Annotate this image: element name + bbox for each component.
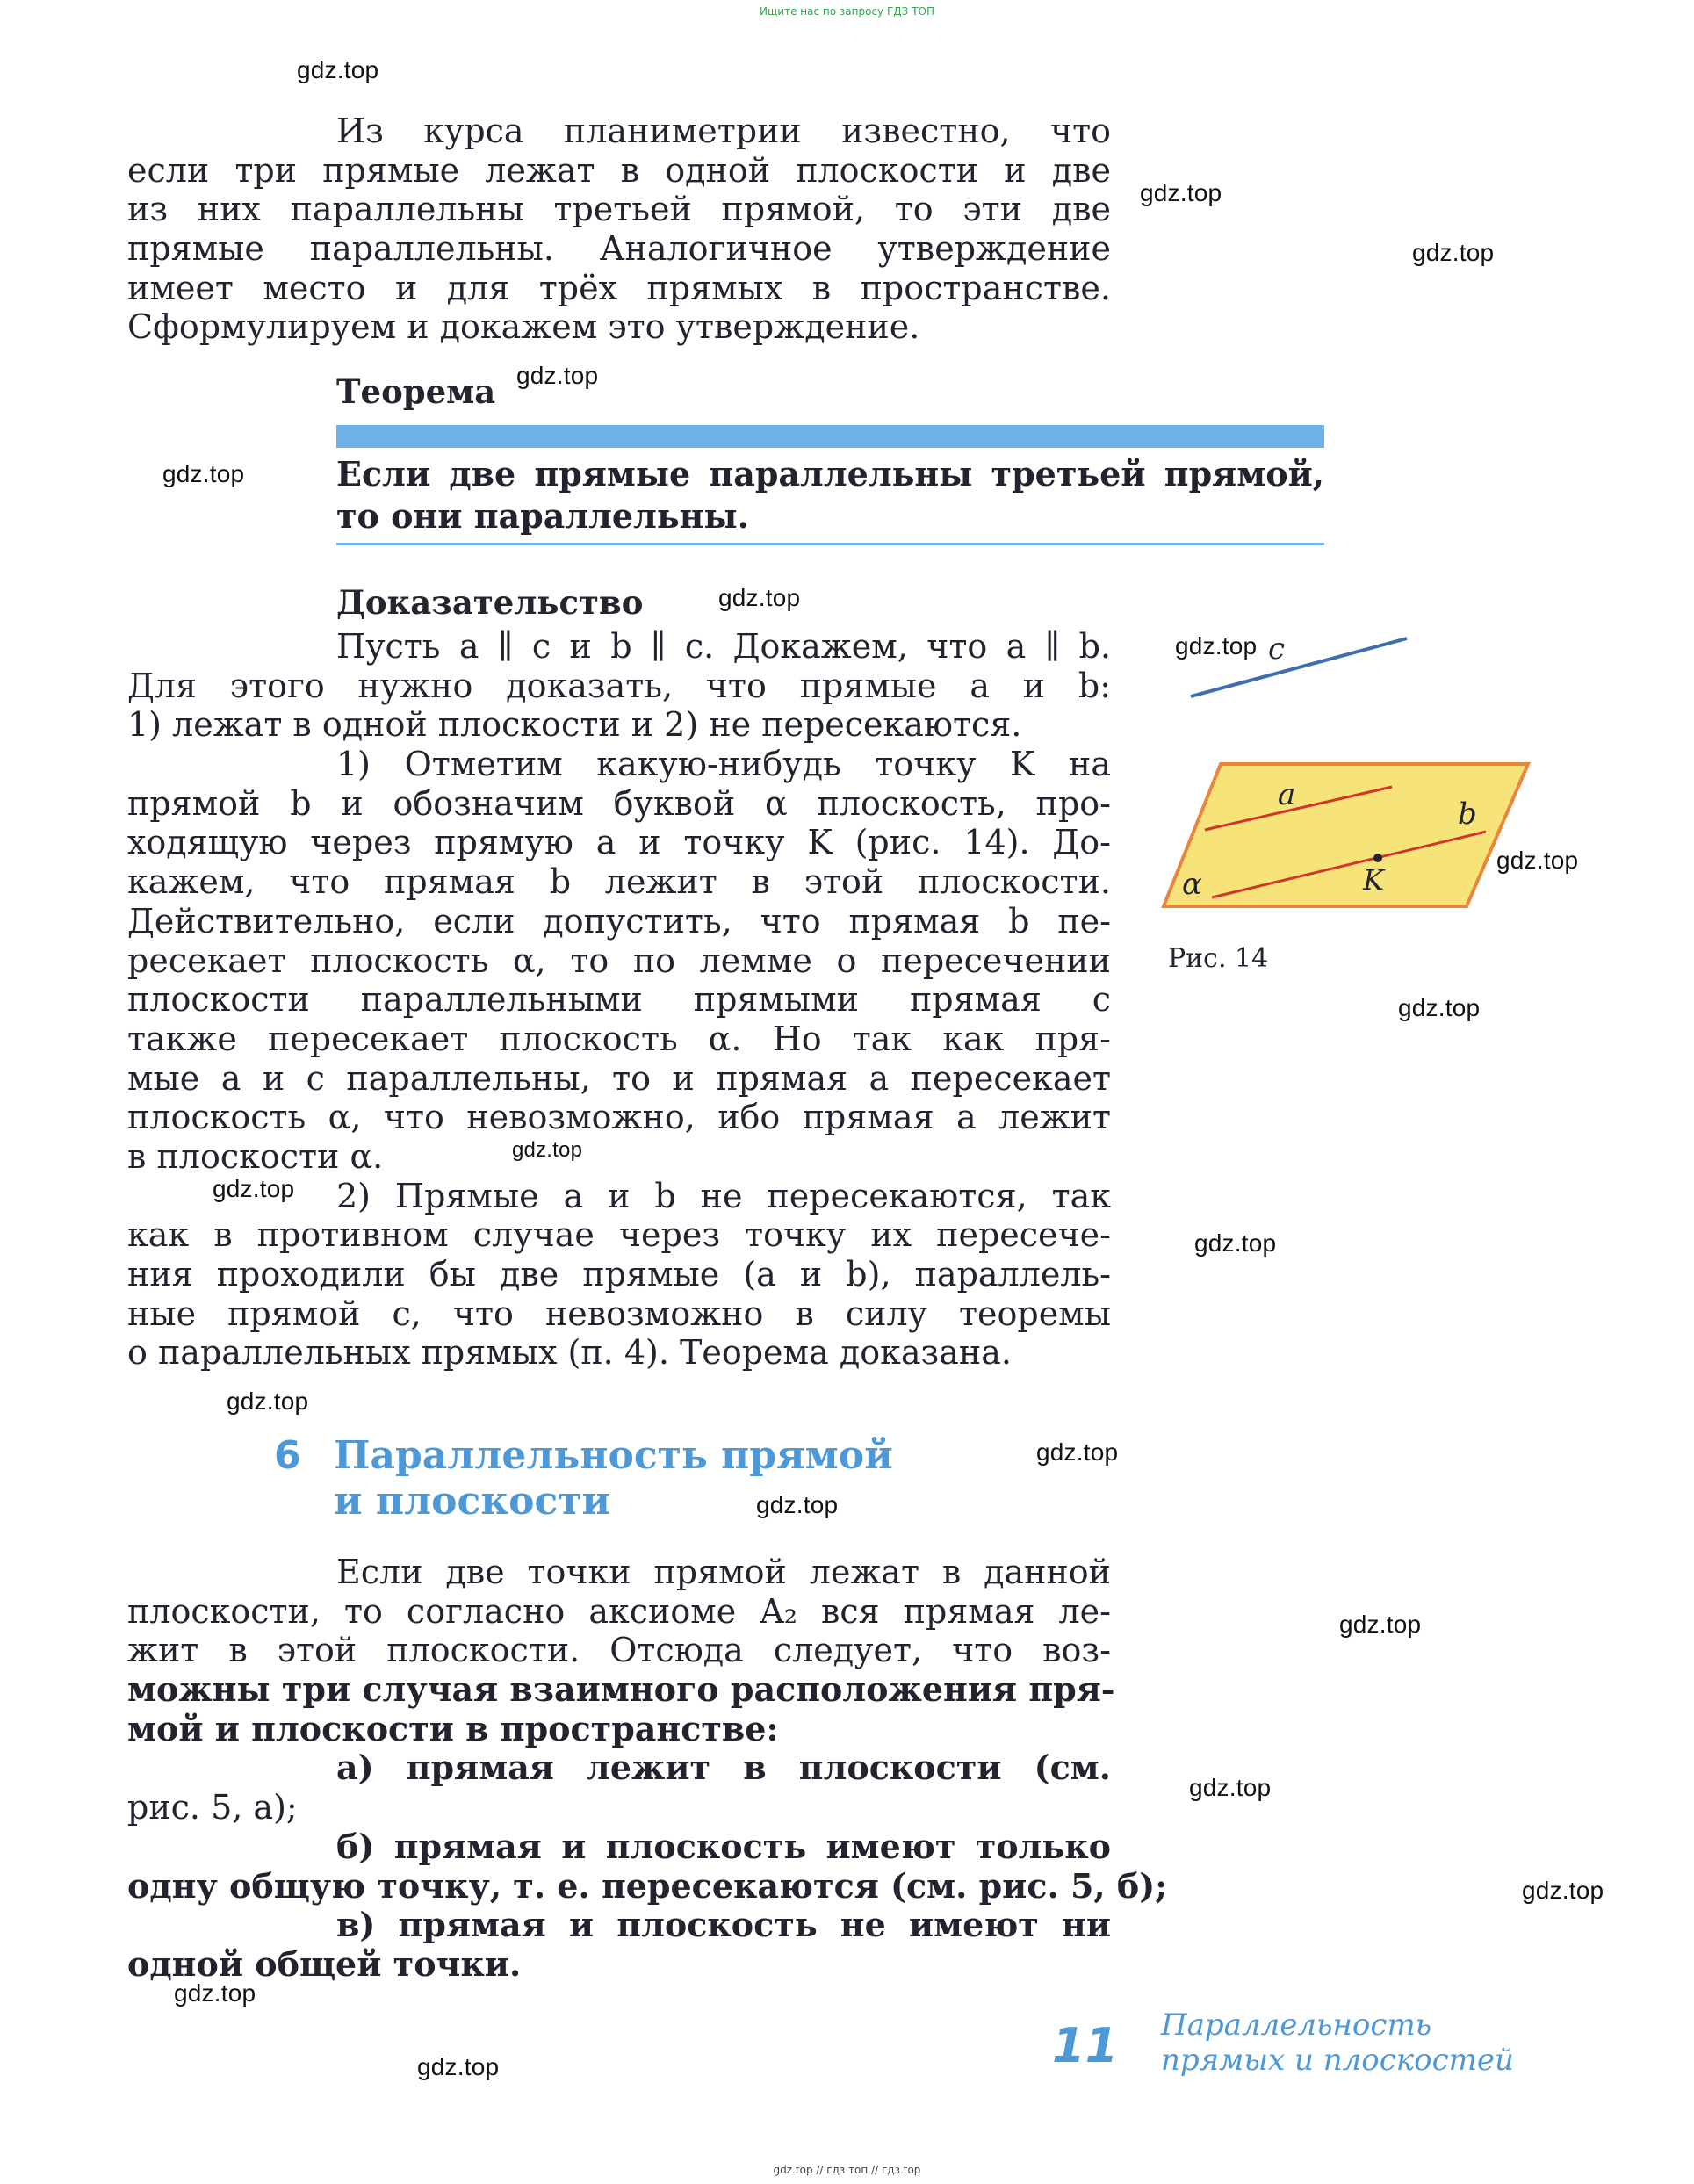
label-k: K — [1363, 863, 1384, 897]
proof-line: ресекает плоскость α, то по лемме о пересечении — [127, 941, 1111, 980]
running-title-line: прямых и плоскостей — [1161, 2043, 1514, 2078]
watermark: gdz.top — [213, 1175, 295, 1202]
section-line: плоскости, то согласно аксиоме A₂ вся прямая ле- — [127, 1591, 1111, 1631]
watermark: gdz.top — [162, 460, 245, 487]
proof-line: ные прямой c, что невозможно в силу теоремы — [127, 1294, 1111, 1333]
watermark: gdz.top — [1036, 1438, 1119, 1466]
intro-line: из них параллельны третьей прямой, то эти две — [127, 190, 1111, 229]
proof-line: кажем, что прямая b лежит в этой плоскости. — [127, 862, 1111, 902]
proof-line: прямой b и обозначим буквой α плоскость, про- — [127, 783, 1111, 823]
watermark: gdz.top — [1522, 1877, 1604, 1904]
watermark: gdz.top — [516, 362, 599, 389]
label-a: a — [1278, 777, 1296, 812]
watermark: gdz.top — [512, 1138, 583, 1162]
watermark: gdz.top — [1194, 1229, 1277, 1257]
section-title-line: и плоскости — [334, 1479, 611, 1524]
watermark: gdz.top — [1339, 1611, 1422, 1638]
watermark: gdz.top — [718, 584, 801, 611]
watermark: gdz.top — [417, 2053, 500, 2080]
proof-line: в плоскости α. — [127, 1136, 384, 1176]
section-line: можны три случая взаимного расположения пря- — [127, 1669, 1115, 1710]
intro-line: Из курса планиметрии известно, что — [336, 112, 1111, 150]
section-line: одной общей точки. — [127, 1943, 522, 1984]
proof-line: плоскости параллельными прямыми прямая c — [127, 980, 1111, 1020]
proof-line: 1) Отметим какую-нибудь точку K на — [336, 745, 1111, 784]
intro-line: Сформулируем и докажем это утверждение. — [127, 307, 920, 347]
proof-line: плоскость α, что невозможно, ибо прямая a лежит — [127, 1098, 1111, 1137]
figure-14 — [1159, 615, 1546, 966]
section-title-line: Параллельность прямой — [334, 1433, 893, 1478]
theorem-line: Если две прямые параллельны третьей прямой, — [336, 454, 1324, 494]
watermark: gdz.top — [1412, 239, 1495, 266]
page-number: 11 — [1052, 2018, 1119, 2073]
watermark: gdz.top — [1140, 179, 1222, 206]
theorem-divider — [336, 543, 1324, 545]
theorem-title: Теорема — [336, 372, 496, 411]
watermark: gdz.top — [1189, 1774, 1272, 1801]
watermark: gdz.top — [1496, 847, 1579, 874]
intro-line: если три прямые лежат в одной плоскости и две — [127, 150, 1111, 190]
label-b: b — [1458, 796, 1477, 832]
watermark: gdz.top — [227, 1388, 309, 1415]
section-line: Если две точки прямой лежат в данной — [336, 1553, 1111, 1591]
running-title — [1161, 2007, 1514, 2078]
proof-line: мые a и c параллельны, то и прямая a пересекает — [127, 1058, 1111, 1098]
proof-line: как в противном случае через точку их пересече- — [127, 1215, 1111, 1255]
section-line: одну общую точку, т. е. пересекаются (см. рис. 5, б); — [127, 1865, 1168, 1906]
proof-line: ходящую через прямую a и точку K (рис. 14). До- — [127, 823, 1111, 862]
theorem-bar — [336, 425, 1324, 448]
watermark: gdz.top — [174, 1979, 256, 2007]
proof-line: Действительно, если допустить, что прямая b пе- — [127, 901, 1111, 941]
proof-line: Пусть a ∥ c и b ∥ c. Докажем, что a ∥ b. — [336, 627, 1111, 666]
section-number: 6 — [274, 1433, 301, 1478]
label-c: c — [1268, 631, 1286, 667]
theorem-line: то они параллельны. — [336, 496, 749, 536]
top-banner[interactable]: Ищите нас по запросу ГДЗ ТОП — [760, 5, 934, 18]
watermark: gdz.top — [1398, 994, 1481, 1021]
proof-line: Для этого нужно доказать, что прямые a и b: — [127, 666, 1111, 705]
intro-paragraph — [127, 112, 1111, 347]
theorem-body — [336, 453, 1324, 537]
bottom-banner: gdz.top // гдз топ // гдз.top — [773, 2164, 921, 2176]
intro-line: прямые параллельны. Аналогичное утверждение — [127, 229, 1111, 269]
section-paragraph — [127, 1553, 1168, 1985]
point-k — [1373, 854, 1382, 862]
figure-caption: Рис. 14 — [1168, 943, 1269, 974]
section-line: жит в этой плоскости. Отсюда следует, что воз- — [127, 1631, 1111, 1670]
section-line: в) прямая и плоскость не имеют ни — [336, 1905, 1111, 1945]
proof-line: 2) Прямые a и b не пересекаются, так — [336, 1176, 1111, 1215]
running-title-line: Параллельность — [1161, 2007, 1432, 2043]
section-line: б) прямая и плоскость имеют только — [336, 1826, 1111, 1866]
label-alpha: α — [1182, 867, 1202, 902]
watermark: gdz.top — [1175, 632, 1258, 660]
proof-title: Доказательство — [336, 583, 644, 622]
section-line: мой и плоскости в пространстве: — [127, 1708, 779, 1748]
section-line: а) прямая лежит в плоскости (см. — [336, 1748, 1111, 1788]
proof-line: 1) лежат в одной плоскости и 2) не пересекаются. — [127, 705, 1022, 745]
proof-paragraph — [127, 627, 1111, 1373]
intro-line: имеет место и для трёх прямых в пространстве. — [127, 268, 1111, 307]
watermark: gdz.top — [297, 56, 379, 83]
watermark: gdz.top — [756, 1491, 839, 1518]
proof-line: также пересекает плоскость α. Но так как пря- — [127, 1019, 1111, 1058]
proof-line: ния проходили бы две прямые (a и b), параллель- — [127, 1255, 1111, 1294]
section-line: рис. 5, а); — [127, 1788, 298, 1827]
proof-line: о параллельных прямых (п. 4). Теорема доказана. — [127, 1333, 1012, 1373]
